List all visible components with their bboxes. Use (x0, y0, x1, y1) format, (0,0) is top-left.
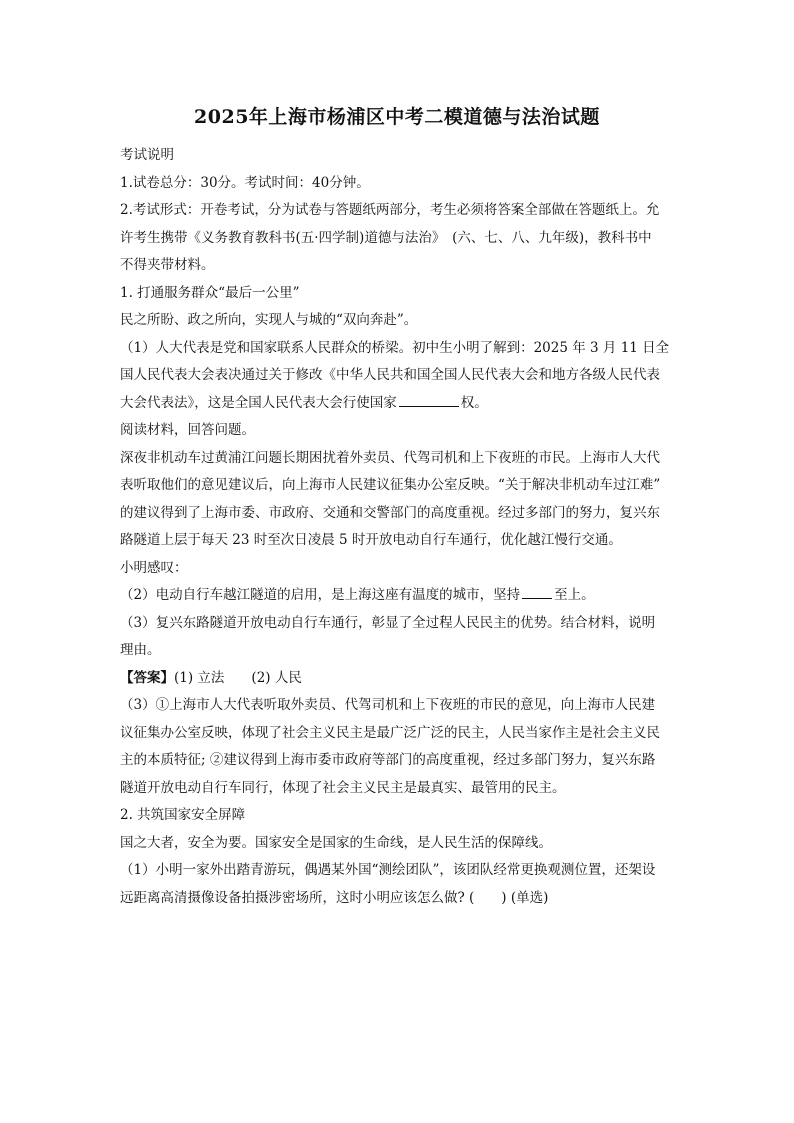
question-1-sub-2-text-after-blank: 至上。 (554, 587, 595, 603)
exam-info-item-2-line-1: 2.考试形式：开卷考试，分为试卷与答题纸两部分，考生必须将答案全部做在答题纸上。允 (120, 202, 660, 218)
exam-info-item-2-line-3: 不得夹带材料。 (120, 257, 215, 273)
question-1-sub-3-line-1: （3）复兴东路隧道开放电动自行车通行，彰显了全过程人民民主的优势。结合材料，说明 (120, 614, 656, 631)
answer-part-2: (2) 人民 (251, 669, 302, 686)
answer-3-line-3: 主的本质特征; ②建议得到上海市委市政府等部门的高度重视，经过多部门努力，复兴东路 (120, 752, 656, 768)
question-1-sub-1-text-after-blank: 权。 (460, 394, 488, 411)
question-1-sub-2 (120, 582, 680, 610)
answer-blank-2 (522, 584, 552, 599)
question-1-sub-3-line-2: 理由。 (120, 642, 161, 658)
answer-part-1: (1) 立法 (174, 669, 225, 686)
exam-info-heading: 考试说明 (120, 147, 174, 163)
answer-3-line-1: （3）①上海市人大代表听取外卖员、代驾司机和上下夜班的市民的意见，向上海市人民建 (120, 697, 656, 713)
question-2-sub-1-line-2: 远距离高清摄像设备拍摄涉密场所，这时小明应该怎么做? ( ) (单选) (120, 889, 549, 906)
question-2-intro: 国之大者，安全为要。国家安全是国家的生命线，是人民生活的保障线。 (120, 834, 552, 851)
answer-3-line-4: 隧道开放电动自行车同行，体现了社会主义民主是最真实、最管用的民主。 (120, 779, 566, 796)
question-1-sub-1-text-before-blank: 大会代表法》，这是全国人民代表大会行使国家 (120, 394, 397, 411)
question-2-heading: 2. 共筑国家安全屏障 (120, 807, 246, 823)
answer-3-line-2: 议征集办公室反映，体现了社会主义民主是最广泛广泛的民主，人民当家作主是社会主义民 (120, 724, 660, 741)
answer-summary (120, 665, 680, 693)
material-line-4: 路隧道上层于每天 23 时至次日凌晨 5 时开放电动自行车通行，优化越江慢行交通。 (120, 532, 622, 548)
material-line-3: 的建议得到了上海市委、市政府、交通和交警部门的高度重视。经过多部门的努力，复兴东 (120, 504, 660, 521)
material-line-2: 表听取他们的意见建议后，向上海市人民建议征集办公室反映。“关于解决非机动车过江难” (120, 477, 661, 493)
question-2-sub-1-line-1: （1）小明一家外出踏青游玩，偶遇某外国“测绘团队”，该团队经常更换观测位置，还架设 (120, 862, 656, 878)
question-1-heading: 1. 打通服务群众“最后一公里” (120, 284, 300, 301)
question-1-sub-1-line-3 (120, 390, 680, 418)
exam-info-item-2-line-2: 许考生携带《义务教育教科书(五·四学制)道德与法治》 (六、七、八、九年级)，教科书中 (120, 229, 652, 246)
material-line-1: 深夜非机动车过黄浦江问题长期困扰着外卖员、代驾司机和上下夜班的市民。上海市人大代 (120, 449, 660, 466)
answer-blank-1 (399, 392, 459, 407)
page-title: 2025年上海市杨浦区中考二模道德与法治试题 (194, 106, 600, 128)
answer-label: 【答案】 (120, 669, 174, 686)
read-prompt: 阅读材料，回答问题。 (120, 422, 255, 438)
question-1-sub-1-line-2: 国人民代表大会表决通过关于修改《中华人民共和国全国人民代表大会和地方各级人民代表 (120, 367, 660, 383)
question-1-sub-2-text-before-blank: （2）电动自行车越江隧道的启用，是上海这座有温度的城市，坚持 (120, 587, 521, 603)
question-1-intro: 民之所盼、政之所向，实现人与城的“双向奔赴”。 (120, 312, 418, 328)
xiaoming-remark: 小明感叹： (120, 559, 188, 576)
document-body (120, 142, 680, 912)
exam-info-item-1: 1.试卷总分：30分。考试时间：40分钟。 (120, 174, 370, 191)
question-1-sub-1-line-1: （1）人大代表是党和国家联系人民群众的桥梁。初中生小明了解到：2025 年 3 月 11 日全 (120, 339, 670, 356)
